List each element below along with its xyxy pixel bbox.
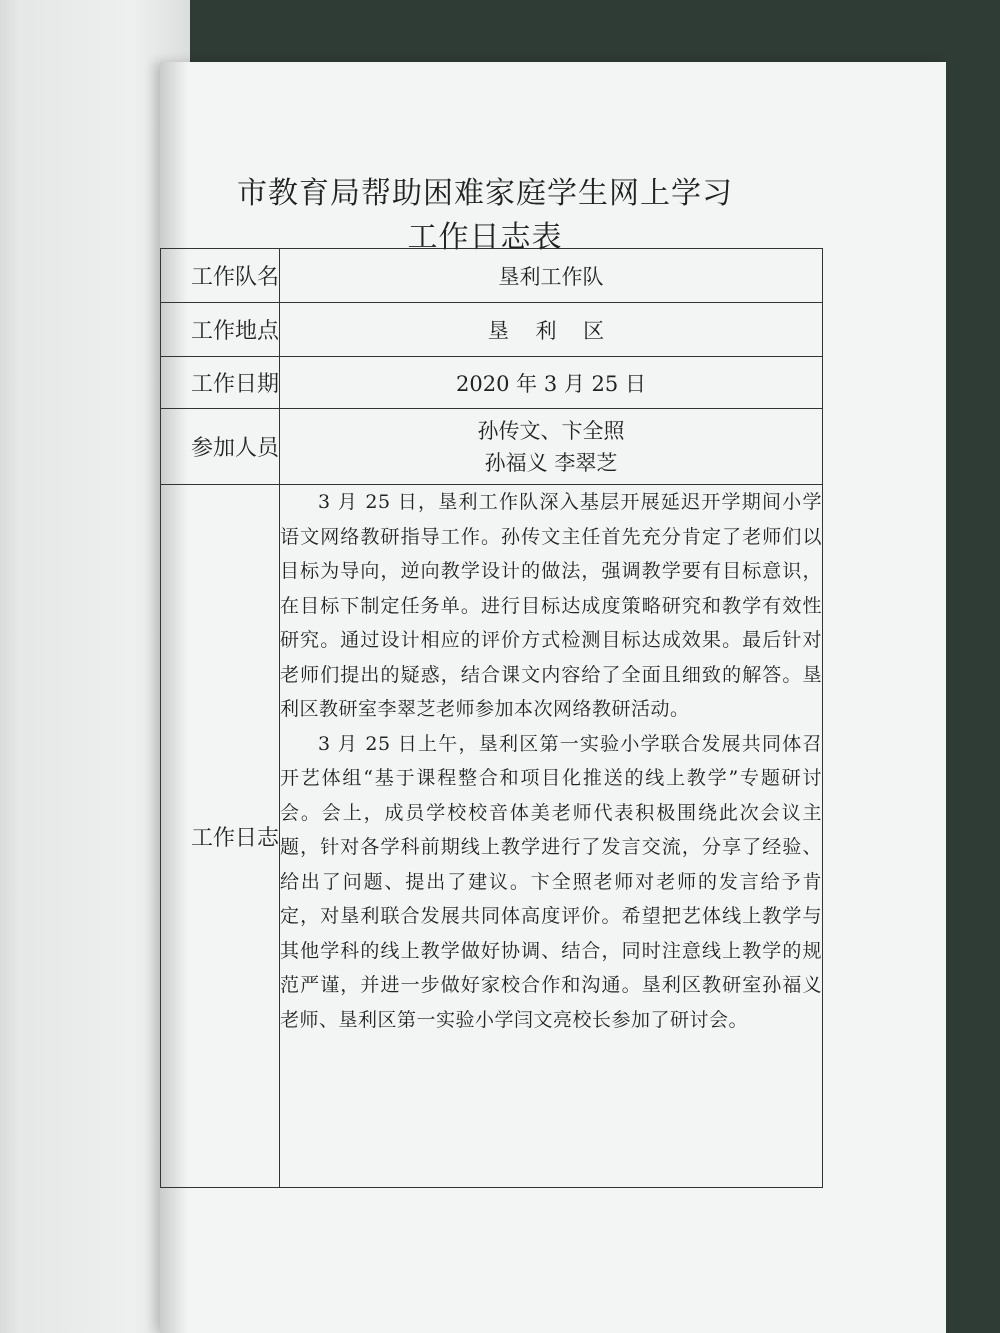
date-label: 工作日期 xyxy=(161,357,280,409)
log-paragraph-1: 3 月 25 日，垦利工作队深入基层开展延迟开学期间小学语文网络教研指导工作。孙传文主任首先充分肯定了老师们以目标为导向，逆向教学设计的做法，强调教学要有目标意识，在目标下制定任务单。进行目标达成度策略研究和教学有效性研究。通过设计相应的评价方式检测目标达成效果。最后针对老师们提出的疑惑，结合课文内容给了全面且细致的解答。垦利区教研室李翠芝老师参加本次网络教研活动。 xyxy=(280,491,822,720)
team-label: 工作队名 xyxy=(161,249,280,303)
document-title-line1: 市教育局帮助困难家庭学生网上学习 xyxy=(237,176,733,211)
participants-row xyxy=(161,409,823,485)
participants-line2: 孙福义 李翠芝 xyxy=(484,450,618,475)
work-log-table xyxy=(160,248,823,1188)
location-value: 垦 利 区 xyxy=(280,303,823,357)
log-row xyxy=(161,485,823,1188)
location-label: 工作地点 xyxy=(161,303,280,357)
log-paragraph-2: 3 月 25 日上午，垦利区第一实验小学联合发展共同体召开艺体组“基于课程整合和项目化推送的线上教学”专题研讨会。会上，成员学校校音体美老师代表积极围绕此次会议主题，针对各学科前期线上教学进行了发言交流，分享了经验、给出了问题、提出了建议。卞全照老师对老师的发言给予肯定，对垦利联合发展共同体高度评价。希望把艺体线上教学与其他学科的线上教学做好协调、结合，同时注意线上教学的规范严谨，并进一步做好家校合作和沟通。垦利区教研室孙福义老师、垦利区第一实验小学闫文亮校长参加了研讨会。 xyxy=(280,732,822,1031)
participants-value xyxy=(280,409,823,485)
log-label: 工作日志 xyxy=(161,485,280,1188)
team-value: 垦利工作队 xyxy=(280,249,823,303)
participants-line1: 孙传文、卞全照 xyxy=(477,418,625,443)
location-row xyxy=(161,303,823,357)
date-row xyxy=(161,357,823,409)
underlying-page-edge xyxy=(0,0,22,1333)
log-content xyxy=(280,485,823,1188)
date-value: 2020 年 3 月 25 日 xyxy=(280,357,823,409)
team-row xyxy=(161,249,823,303)
participants-label: 参加人员 xyxy=(161,409,280,485)
document-title-line2: 工作日志表 xyxy=(407,220,563,255)
